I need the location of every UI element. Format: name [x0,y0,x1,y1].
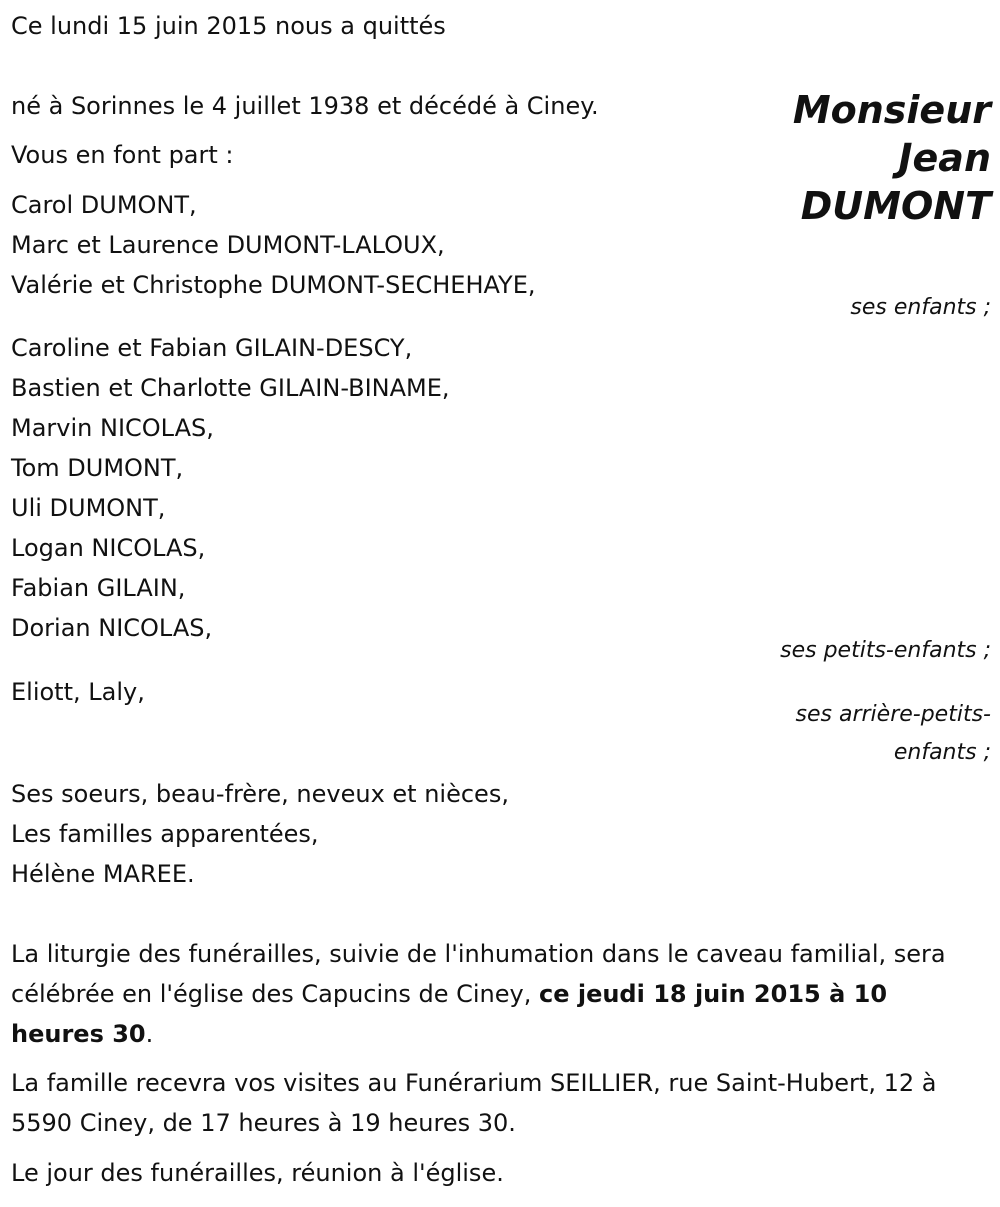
great-grandchildren-relation-line1: ses arrière-petits- [795,702,991,727]
deceased-name [793,86,991,230]
list-item: Les familles apparentées, [11,820,319,848]
list-item: Logan NICOLAS, [11,534,206,562]
funeral-paragraph [11,934,986,1054]
list-item: Marvin NICOLAS, [11,414,214,442]
meeting-paragraph: Le jour des funérailles, réunion à l'église. [11,1159,504,1187]
list-item: Uli DUMONT, [11,494,166,522]
visits-paragraph: La famille recevra vos visites au Funérarium SEILLIER, rue Saint-Hubert, 12 à 5590 Ciney, de 17 heures à 19 heures 30. [11,1069,937,1137]
deceased-last-name: DUMONT [800,184,991,228]
children-relation: ses enfants ; [850,295,991,320]
intro-text: Ce lundi 15 juin 2015 nous a quittés [11,12,446,40]
grandchildren-relation: ses petits-enfants ; [780,638,991,663]
list-item: Caroline et Fabian GILAIN-DESCY, [11,334,413,362]
deceased-title: Monsieur [792,88,991,132]
list-item: Bastien et Charlotte GILAIN-BINAME, [11,374,450,402]
list-item: Valérie et Christophe DUMONT-SECHEHAYE, [11,271,536,299]
funeral-text: La liturgie des funérailles, suivie de l'inhumation dans le caveau familial, sera célébrée en l'église des Capucins de Ciney, [11,940,946,1008]
list-item: Marc et Laurence DUMONT-LALOUX, [11,231,445,259]
birth-death-text: né à Sorinnes le 4 juillet 1938 et décédé à Ciney. [11,92,599,120]
list-item: Fabian GILAIN, [11,574,186,602]
announce-text: Vous en font part : [11,141,234,169]
great-grandchildren-names: Eliott, Laly, [11,678,145,706]
list-item: Ses soeurs, beau-frère, neveux et nièces, [11,780,509,808]
deceased-first-name: Jean [898,136,991,180]
list-item: Tom DUMONT, [11,454,184,482]
great-grandchildren-relation-line2: enfants ; [893,740,991,765]
list-item: Hélène MAREE. [11,860,195,888]
funeral-date: ce jeudi 18 juin 2015 à 10 heures 30 [11,980,888,1048]
funeral-text-end: . [145,1020,154,1048]
list-item: Dorian NICOLAS, [11,614,213,642]
list-item: Carol DUMONT, [11,191,197,219]
